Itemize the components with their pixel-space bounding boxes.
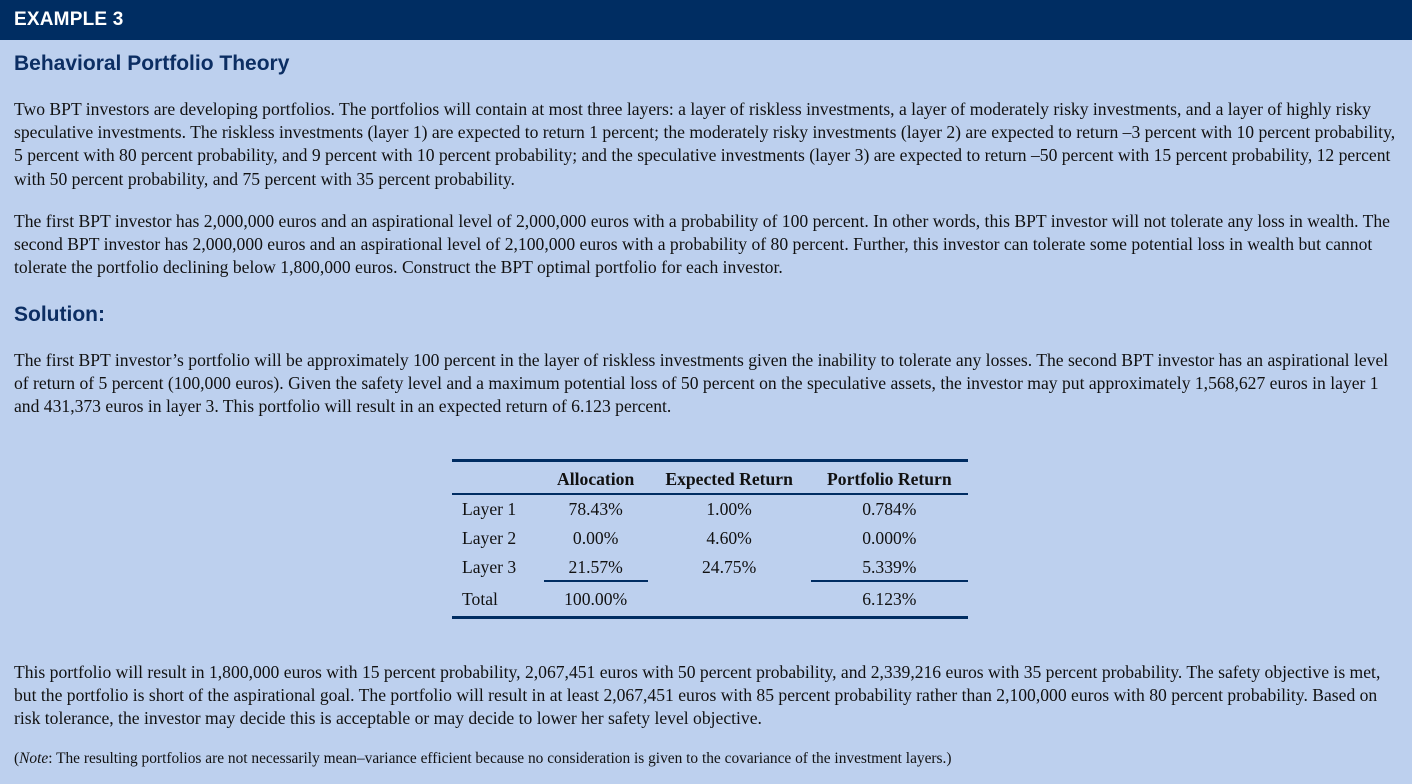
table-cell: 0.000% — [862, 528, 917, 548]
footnote — [14, 749, 1400, 769]
note-open: ( — [14, 750, 20, 767]
table-cell: 24.75% — [701, 557, 757, 577]
table-cell: 6.123% — [862, 589, 917, 609]
section-title: Behavioral Portfolio Theory — [14, 52, 290, 75]
table-row — [452, 553, 968, 582]
table-cell: Total — [462, 589, 498, 609]
table-cell — [648, 582, 811, 618]
problem-paragraph-2: The first BPT investor has 2,000,000 euros and an aspirational level of 2,000,000 euros with a probability of 100 percent. In other words, this BPT investor will not tolerate any loss in wealth. The second BPT investor has 2,000,000 euros and an aspirational level of 2,100,000 euros with a probability of 80 percent. Further, this investor can tolerate some potential loss in wealth but cannot tolerate the portfolio declining below 1,800,000 euros. Construct the BPT optimal portfolio for each investor. — [14, 211, 1390, 278]
note-label: Note — [19, 750, 49, 767]
table-cell: 1.00% — [706, 499, 752, 519]
example-header-bar — [0, 0, 1412, 40]
table-cell: 5.339% — [811, 553, 968, 582]
table-cell: 78.43% — [568, 499, 623, 519]
table-cell: 100.00% — [564, 589, 628, 609]
table-cell: Layer 1 — [462, 499, 517, 519]
table-cell: Layer 2 — [462, 528, 517, 548]
table-cell: 0.00% — [572, 528, 619, 548]
solution-heading: Solution: — [14, 303, 105, 326]
table-row-total — [452, 582, 968, 618]
example-label: EXAMPLE 3 — [14, 9, 124, 30]
table-header-cell: Expected Return — [648, 461, 811, 495]
table-cell: 21.57% — [544, 553, 648, 582]
table-header-cell: Allocation — [544, 461, 648, 495]
table-cell: 4.60% — [706, 528, 752, 548]
table-header-cell — [452, 461, 544, 495]
table-row — [452, 524, 968, 553]
table-cell: Layer 3 — [462, 557, 517, 577]
note-text: : The resulting portfolios are not necessarily mean–variance efficient because no consideration is given to the covariance of the investment layers.) — [48, 750, 952, 767]
table-cell: 0.784% — [862, 499, 917, 519]
table-header-cell: Portfolio Return — [811, 461, 968, 495]
problem-paragraph-1: Two BPT investors are developing portfolios. The portfolios will contain at most three layers: a layer of riskless investments, a layer of moderately risky investments, and a layer of highly risky speculative investments. The riskless investments (layer 1) are expected to return 1 percent; the moderately risky investments (layer 2) are expected to return –3 percent with 10 percent probability, 5 percent with 80 percent probability, and 9 percent with 10 percent probability; and the speculative investments (layer 3) are expected to return –50 percent with 15 percent probability, 12 percent with 50 percent probability, and 75 percent with 35 percent probability. — [14, 99, 1396, 189]
table-header-row — [452, 461, 968, 495]
solution-paragraph-1: The first BPT investor’s portfolio will be approximately 100 percent in the layer of riskless investments given the inability to tolerate any losses. The second BPT investor has an aspirational level of return of 5 percent (100,000 euros). Given the safety level and a maximum potential loss of 50 percent on the speculative assets, the investor may put approximately 1,568,627 euros in layer 1 and 431,373 euros in layer 3. This portfolio will result in an expected return of 6.123 percent. — [14, 350, 1389, 417]
allocation-table — [452, 459, 968, 619]
table-row — [452, 494, 968, 524]
solution-paragraph-2: This portfolio will result in 1,800,000 euros with 15 percent probability, 2,067,451 euros with 50 percent probability, and 2,339,216 euros with 35 percent probability. The safety objective is met, but the portfolio is short of the aspirational goal. The portfolio will result in at least 2,067,451 euros with 85 percent probability rather than 2,100,000 euros with 80 percent probability. Based on risk tolerance, the investor may decide this is acceptable or may decide to lower her safety level objective. — [14, 662, 1381, 729]
